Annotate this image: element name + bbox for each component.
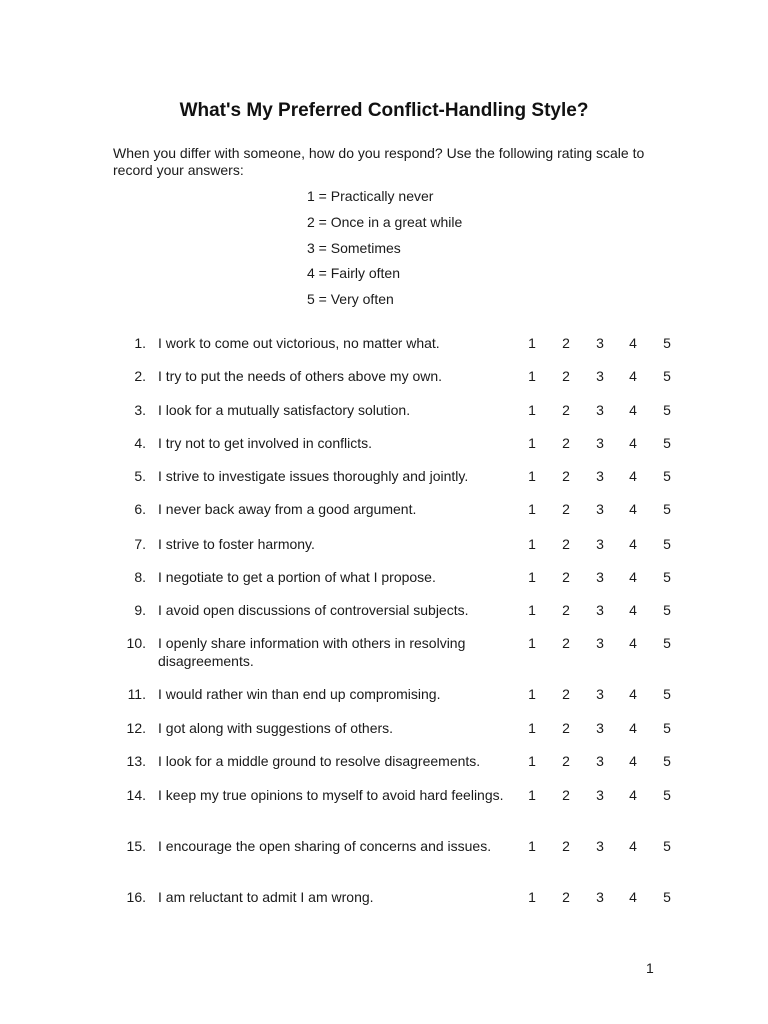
rating-option-5[interactable]: 5 [663, 536, 671, 552]
rating-option-3[interactable]: 3 [596, 787, 604, 803]
question-text: I look for a middle ground to resolve disagreements. [158, 753, 481, 769]
rating-option-4[interactable]: 4 [629, 569, 637, 585]
rating-option-1[interactable]: 1 [528, 635, 536, 651]
rating-option-2[interactable]: 2 [562, 602, 570, 618]
rating-option-1[interactable]: 1 [528, 368, 536, 384]
rating-option-3[interactable]: 3 [596, 635, 604, 651]
question-text: I keep my true opinions to myself to avoid hard feelings. [158, 787, 504, 803]
rating-option-5[interactable]: 5 [663, 602, 671, 618]
rating-option-2[interactable]: 2 [562, 838, 570, 854]
rating-option-2[interactable]: 2 [562, 536, 570, 552]
question-number: 6. [134, 501, 146, 517]
question-number: 13. [126, 753, 146, 769]
rating-option-1[interactable]: 1 [528, 787, 536, 803]
question-text: I work to come out victorious, no matter what. [158, 335, 440, 351]
rating-option-5[interactable]: 5 [663, 720, 671, 736]
rating-option-5[interactable]: 5 [663, 569, 671, 585]
rating-option-5[interactable]: 5 [663, 686, 671, 702]
question-text: I strive to foster harmony. [158, 536, 315, 552]
question-text: I look for a mutually satisfactory solution. [158, 402, 411, 418]
rating-option-1[interactable]: 1 [528, 602, 536, 618]
rating-option-3[interactable]: 3 [596, 720, 604, 736]
question-number: 16. [126, 889, 146, 905]
question-text: I encourage the open sharing of concerns and issues. [158, 838, 492, 854]
rating-option-1[interactable]: 1 [528, 335, 536, 351]
rating-option-2[interactable]: 2 [562, 635, 570, 651]
question-number: 12. [126, 720, 146, 736]
rating-option-4[interactable]: 4 [629, 468, 637, 484]
rating-option-1[interactable]: 1 [528, 536, 536, 552]
question-number: 15. [126, 838, 146, 854]
rating-option-4[interactable]: 4 [629, 787, 637, 803]
rating-option-1[interactable]: 1 [528, 838, 536, 854]
rating-option-4[interactable]: 4 [629, 753, 637, 769]
page-title: What's My Preferred Conflict-Handling Style? [179, 100, 589, 121]
rating-option-5[interactable]: 5 [663, 889, 671, 905]
scale-item: 3 = Sometimes [307, 240, 401, 256]
question-number: 7. [134, 536, 146, 552]
rating-option-1[interactable]: 1 [528, 435, 536, 451]
rating-option-1[interactable]: 1 [528, 569, 536, 585]
rating-option-3[interactable]: 3 [596, 335, 604, 351]
rating-option-5[interactable]: 5 [663, 368, 671, 384]
rating-option-4[interactable]: 4 [629, 889, 637, 905]
question-text: I strive to investigate issues thoroughly and jointly. [158, 468, 469, 484]
rating-option-2[interactable]: 2 [562, 787, 570, 803]
rating-option-2[interactable]: 2 [562, 753, 570, 769]
rating-option-5[interactable]: 5 [663, 787, 671, 803]
question-text: I try to put the needs of others above my own. [158, 368, 443, 384]
rating-option-3[interactable]: 3 [596, 889, 604, 905]
question-text: I try not to get involved in conflicts. [158, 435, 372, 451]
rating-option-4[interactable]: 4 [629, 335, 637, 351]
rating-option-5[interactable]: 5 [663, 435, 671, 451]
rating-option-1[interactable]: 1 [528, 889, 536, 905]
question-number: 2. [134, 368, 146, 384]
question-text: I avoid open discussions of controversial subjects. [158, 602, 469, 618]
rating-option-5[interactable]: 5 [663, 838, 671, 854]
question-number: 9. [134, 602, 146, 618]
rating-option-2[interactable]: 2 [562, 686, 570, 702]
rating-option-3[interactable]: 3 [596, 838, 604, 854]
rating-option-2[interactable]: 2 [562, 468, 570, 484]
rating-option-4[interactable]: 4 [629, 686, 637, 702]
rating-option-4[interactable]: 4 [629, 501, 637, 517]
scale-item: 2 = Once in a great while [307, 214, 463, 230]
page-number: 1 [646, 960, 654, 976]
rating-option-4[interactable]: 4 [629, 720, 637, 736]
question-number: 3. [134, 402, 146, 418]
rating-option-4[interactable]: 4 [629, 368, 637, 384]
question-number: 14. [126, 787, 146, 803]
rating-option-4[interactable]: 4 [629, 635, 637, 651]
rating-option-3[interactable]: 3 [596, 435, 604, 451]
question-text: I am reluctant to admit I am wrong. [158, 889, 374, 905]
rating-option-1[interactable]: 1 [528, 468, 536, 484]
rating-option-3[interactable]: 3 [596, 501, 604, 517]
rating-option-3[interactable]: 3 [596, 602, 604, 618]
rating-option-2[interactable]: 2 [562, 569, 570, 585]
rating-option-5[interactable]: 5 [663, 501, 671, 517]
rating-option-1[interactable]: 1 [528, 501, 536, 517]
question-text: I openly share information with others in resolving disagreements. [158, 635, 466, 669]
scale-item: 1 = Practically never [307, 188, 434, 204]
rating-option-2[interactable]: 2 [562, 402, 570, 418]
question-number: 10. [126, 635, 146, 651]
rating-option-2[interactable]: 2 [562, 501, 570, 517]
rating-option-5[interactable]: 5 [663, 635, 671, 651]
rating-option-3[interactable]: 3 [596, 569, 604, 585]
rating-option-4[interactable]: 4 [629, 602, 637, 618]
rating-option-5[interactable]: 5 [663, 468, 671, 484]
rating-option-1[interactable]: 1 [528, 753, 536, 769]
rating-option-5[interactable]: 5 [663, 753, 671, 769]
question-number: 11. [127, 686, 146, 702]
rating-option-3[interactable]: 3 [596, 536, 604, 552]
rating-option-1[interactable]: 1 [528, 402, 536, 418]
question-text: I never back away from a good argument. [158, 501, 417, 517]
rating-option-2[interactable]: 2 [562, 889, 570, 905]
rating-option-3[interactable]: 3 [596, 468, 604, 484]
rating-option-4[interactable]: 4 [629, 838, 637, 854]
rating-option-2[interactable]: 2 [562, 435, 570, 451]
rating-option-5[interactable]: 5 [663, 402, 671, 418]
rating-option-5[interactable]: 5 [663, 335, 671, 351]
rating-option-3[interactable]: 3 [596, 686, 604, 702]
question-number: 5. [134, 468, 146, 484]
question-number: 1. [134, 335, 146, 351]
rating-option-1[interactable]: 1 [528, 720, 536, 736]
rating-option-1[interactable]: 1 [528, 686, 536, 702]
question-number: 4. [134, 435, 146, 451]
scale-item: 5 = Very often [307, 291, 394, 307]
rating-option-2[interactable]: 2 [562, 368, 570, 384]
scale-item: 4 = Fairly often [307, 265, 400, 281]
question-text: I would rather win than end up compromising. [158, 686, 441, 702]
rating-option-2[interactable]: 2 [562, 720, 570, 736]
rating-option-4[interactable]: 4 [629, 435, 637, 451]
rating-option-3[interactable]: 3 [596, 368, 604, 384]
question-text: I got along with suggestions of others. [158, 720, 394, 736]
rating-option-2[interactable]: 2 [562, 335, 570, 351]
rating-option-4[interactable]: 4 [629, 536, 637, 552]
question-text: I negotiate to get a portion of what I propose. [158, 569, 436, 585]
question-number: 8. [134, 569, 146, 585]
instructions-text: When you differ with someone, how do you respond? Use the following rating scale to record your answers: [113, 145, 645, 178]
rating-option-3[interactable]: 3 [596, 753, 604, 769]
rating-option-4[interactable]: 4 [629, 402, 637, 418]
rating-option-3[interactable]: 3 [596, 402, 604, 418]
